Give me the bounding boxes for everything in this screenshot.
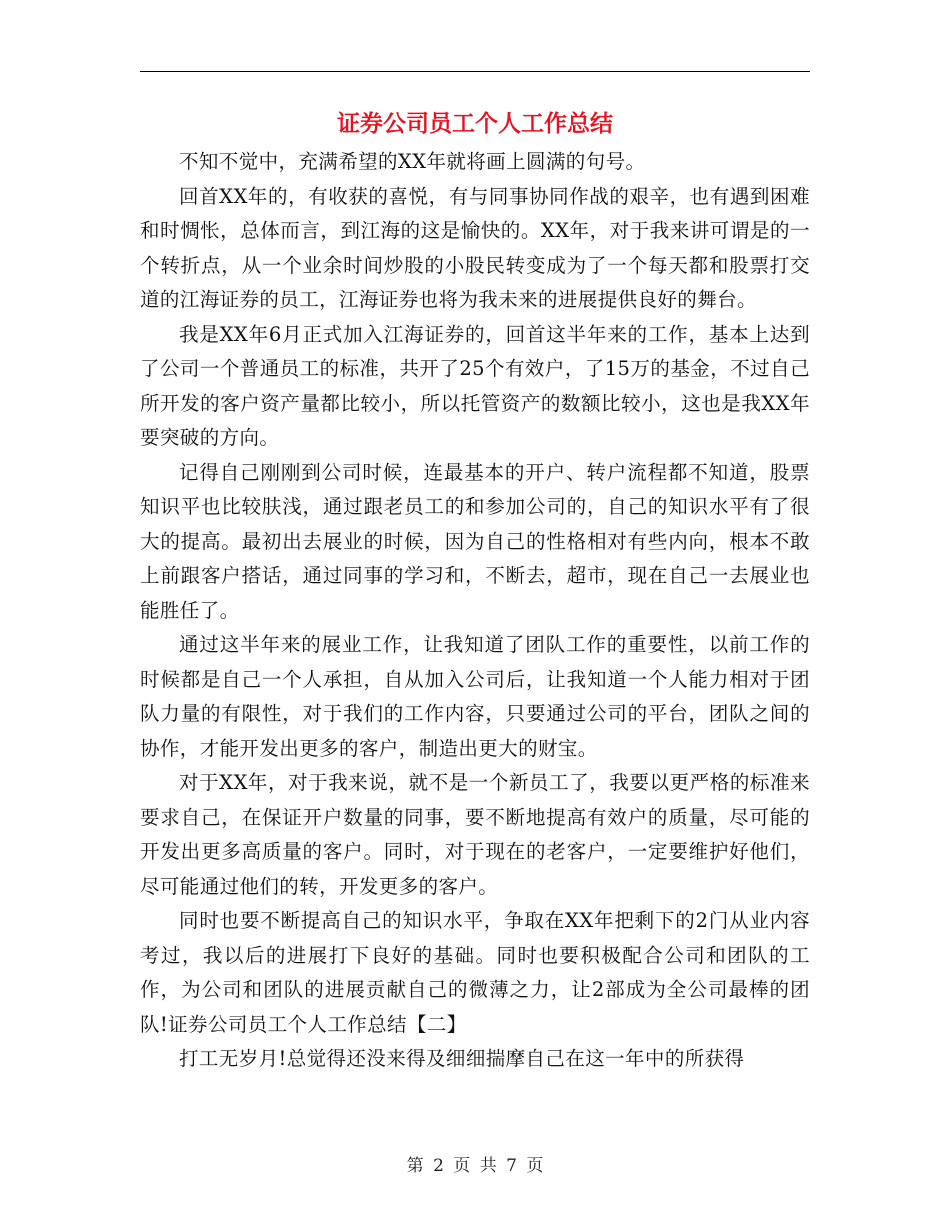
document-body: [140, 145, 810, 1077]
page-number-footer: 第 2 页 共 7 页: [406, 1156, 544, 1176]
document-title: 证券公司员工个人工作总结: [337, 110, 613, 137]
paragraph-1: 不知不觉中，充满希望的XX年就将画上圆满的句号。: [179, 150, 646, 173]
header-rule: [140, 71, 810, 72]
paragraph-3: 我是XX年6月正式加入江海证券的，回首这半年来的工作，基本上达到了公司一个普通员工的标准，共开了25个有效户，了15万的基金，不过自己所开发的客户资产量都比较小，所以托管资产的数额比较小，这也是我XX年要突破的方向。: [140, 322, 810, 449]
paragraph-5: 通过这半年来的展业工作，让我知道了团队工作的重要性，以前工作的时候都是自己一个人承担，自从加入公司后，让我知道一个人能力相对于团队力量的有限性，对于我们的工作内容，只要通过公司的平台，团队之间的协作，才能开发出更多的客户，制造出更大的财宝。: [140, 633, 810, 760]
paragraph-6: 对于XX年，对于我来说，就不是一个新员工了，我要以更严格的标准来要求自己，在保证开户数量的同事，要不断地提高有效户的质量，尽可能的开发出更多高质量的客户。同时，对于现在的老客户，一定要维护好他们，尽可能通过他们的转，开发更多的客户。: [140, 771, 810, 898]
paragraph-4: 记得自己刚刚到公司时候，连最基本的开户、转户流程都不知道，股票知识平也比较肤浅，通过跟老员工的和参加公司的，自己的知识水平有了很大的提高。最初出去展业的时候，因为自己的性格相对有些内向，根本不敢上前跟客户搭话，通过同事的学习和，不断去，超市，现在自己一去展业也能胜任了。: [140, 460, 810, 622]
paragraph-7: 同时也要不断提高自己的知识水平，争取在XX年把剩下的2门从业内容考过，我以后的进展打下良好的基础。同时也要积极配合公司和团队的工作，为公司和团队的进展贡献自己的微薄之力，让2部成为全公司最棒的团队!证券公司员工个人工作总结【二】: [140, 909, 810, 1036]
paragraph-2: 回首XX年的，有收获的喜悦，有与同事协同作战的艰辛，也有遇到困难和时惆怅，总体而言，到江海的这是愉快的。XX年，对于我来讲可谓是的一个转折点，从一个业余时间炒股的小股民转变成为了一个每天都和股票打交道的江海证券的员工，江海证券也将为我未来的进展提供良好的舞台。: [140, 184, 810, 311]
paragraph-8: 打工无岁月!总觉得还没来得及细细揣摩自己在这一年中的所获得: [179, 1047, 745, 1070]
